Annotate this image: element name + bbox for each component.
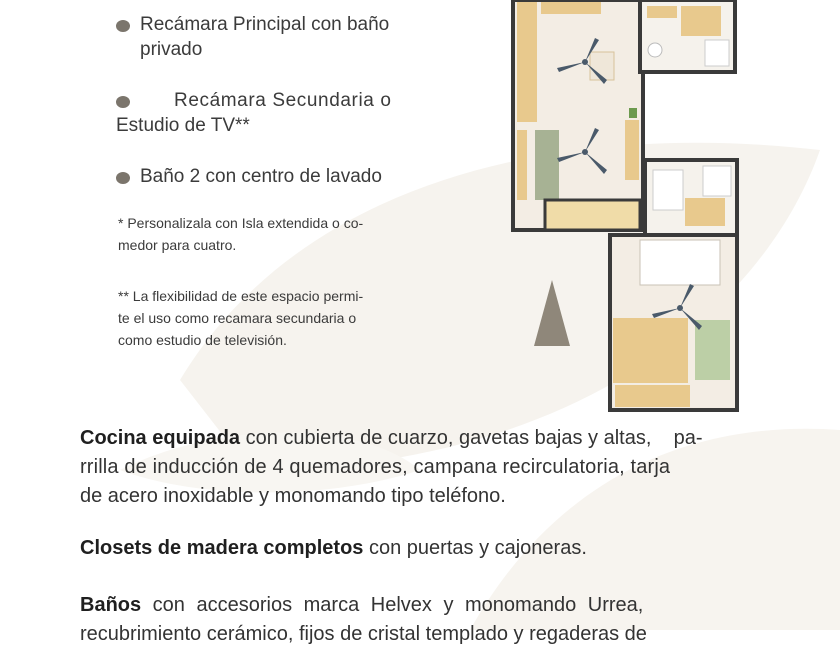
footnote-line: medor para cuatro. [118, 237, 237, 253]
closets-title: Closets de madera completos [80, 537, 364, 559]
bed [640, 240, 720, 285]
paragraph-line: de acero inoxidable y monomando tipo teléfono. [80, 485, 506, 507]
baths-title: Baños [80, 594, 142, 616]
feature-text: Estudio de TV** [116, 115, 250, 136]
footnote-island [118, 212, 418, 256]
feature-text: Baño 2 con centro de lavado [140, 166, 382, 187]
sofa [535, 130, 559, 200]
paragraph-line: recubrimiento cerámico, fijos de cristal templado y regaderas de [80, 623, 647, 645]
closets-paragraph [80, 534, 756, 563]
feature-item-master-bedroom [116, 12, 416, 62]
feature-item-bathroom-2 [116, 164, 416, 189]
floor-plan-image [505, 0, 745, 415]
baths-paragraph [80, 591, 756, 649]
paragraph-text: con cubierta de cuarzo, gavetas bajas y altas, pa- [240, 427, 703, 449]
toilet [648, 43, 662, 57]
feature-text: privado [140, 39, 203, 60]
paragraph-line [80, 424, 756, 453]
kitchen-title: Cocina equipada [80, 427, 241, 449]
paragraph-line [80, 534, 756, 563]
bullet-dot-icon [116, 172, 130, 184]
kitchen-paragraph [80, 424, 756, 511]
footnote-line: te el uso como recamara secundaria o [118, 310, 357, 326]
footnote-line: como estudio de televisión. [118, 332, 287, 348]
feature-text: Recámara Principal con baño [140, 14, 390, 35]
bullet-dot-icon [116, 20, 130, 32]
bullet-dot-icon [116, 96, 130, 108]
paragraph-text: con accesorios marca Helvex y monomando Urrea, [141, 594, 644, 616]
footnote-flexibility [118, 285, 418, 351]
footnote-line: ** La flexibilidad de este espacio permi- [118, 288, 364, 304]
paragraph-line [80, 591, 756, 620]
feature-item-secondary-bedroom [116, 88, 408, 138]
paragraph-text: con puertas y cajoneras. [363, 537, 587, 559]
paragraph-line: rrilla de inducción de 4 quemadores, campana recirculatoria, tarja [80, 456, 671, 478]
vanity [647, 6, 677, 18]
footnote-line: * Personalizala con Isla extendida o co- [118, 215, 364, 231]
feature-text: Recámara Secundaria o [174, 90, 392, 111]
